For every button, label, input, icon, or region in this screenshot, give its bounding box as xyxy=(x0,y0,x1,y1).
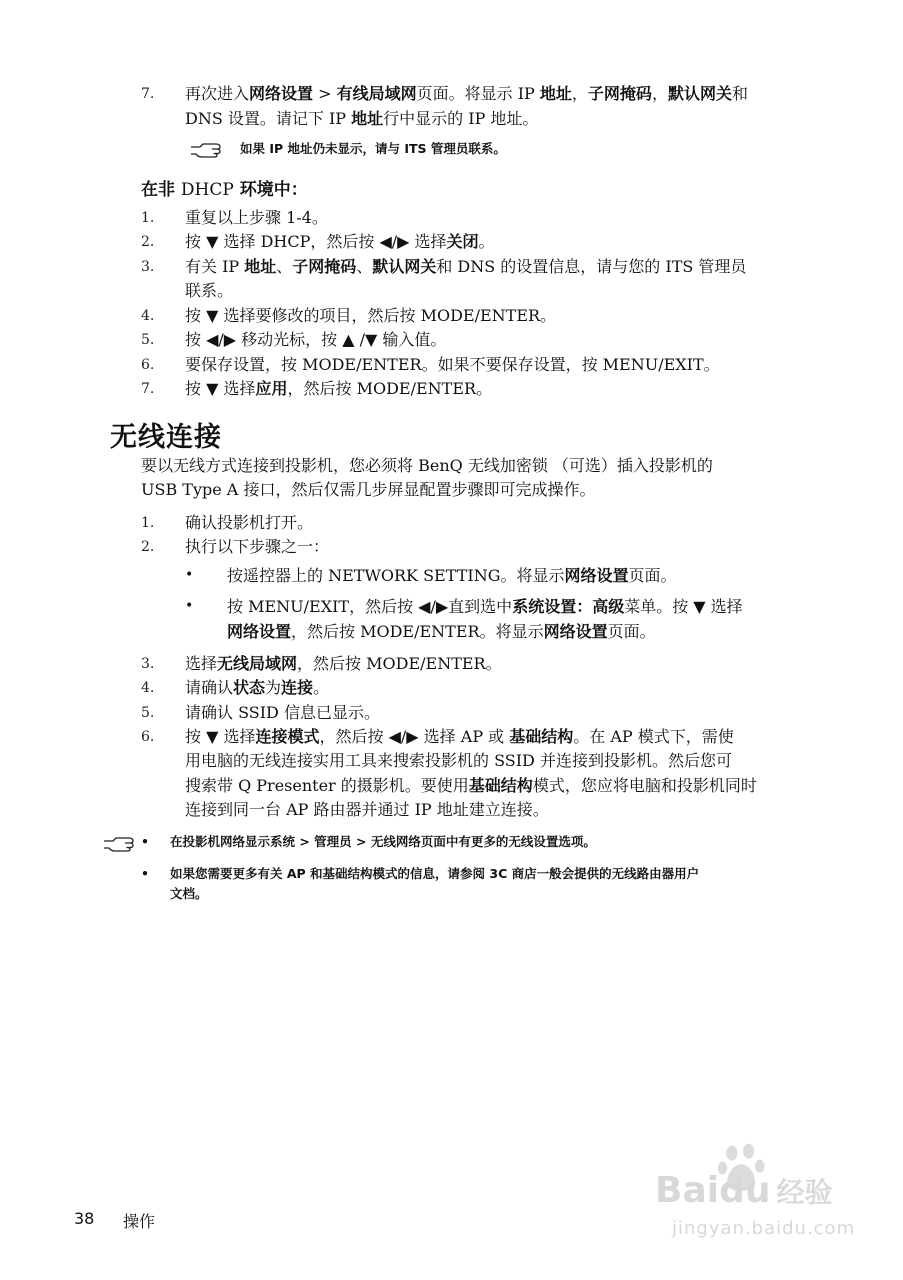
step-number: 7. xyxy=(141,381,155,397)
step-number: 1. xyxy=(141,210,155,226)
intro-text: USB Type A 接口，然后仅需几步屏显配置步骤即可完成操作。 xyxy=(141,480,596,499)
bullet-text: 按遥控器上的 NETWORK SETTING。将显示网络设置页面。 xyxy=(227,566,677,585)
step-number: 3. xyxy=(141,656,155,672)
step-number: 7. xyxy=(141,86,155,102)
step-number: 3. xyxy=(141,259,155,275)
step-number: 6. xyxy=(141,729,155,745)
bullet: • xyxy=(185,567,194,583)
step-number: 6. xyxy=(141,357,155,373)
step-number: 4. xyxy=(141,680,155,696)
step-text-line2: 用电脑的无线连接实用工具来搜索投影机的 SSID 并连接到投影机。然后您可 xyxy=(185,751,732,770)
step-text-line3: 搜索带 Q Presenter 的摄影机。要使用基础结构模式，您应将电脑和投影机同时 xyxy=(185,776,757,795)
step-number: 4. xyxy=(141,308,155,324)
step-text: 选择无线局域网，然后按 MODE/ENTER。 xyxy=(185,654,502,673)
footer-section: 操作 xyxy=(123,1212,156,1231)
page-number: 38 xyxy=(74,1209,95,1228)
step-text: 要保存设置，按 MODE/ENTER。如果不要保存设置，按 MENU/EXIT。 xyxy=(185,355,720,374)
pointing-hand-icon xyxy=(190,140,224,158)
section-heading: 在非 DHCP 环境中： xyxy=(141,180,308,200)
step-text: 按 ▼ 选择连接模式，然后按 ◀/▶ 选择 AP 或 基础结构。在 AP 模式下，需使 xyxy=(185,727,734,746)
note-bullet: • xyxy=(141,866,149,881)
step-number: 5. xyxy=(141,705,155,721)
step-text: 按 ◀/▶ 移动光标，按 ▲ /▼ 输入值。 xyxy=(185,330,447,349)
intro-text: 要以无线方式连接到投影机，您必须将 BenQ 无线加密锁 （可选）插入投影机的 xyxy=(141,456,713,475)
step-text: 按 ▼ 选择要修改的项目，然后按 MODE/ENTER。 xyxy=(185,306,557,325)
step-number: 1. xyxy=(141,515,155,531)
step-text: 按 ▼ 选择应用，然后按 MODE/ENTER。 xyxy=(185,379,493,398)
step-text-line2: 联系。 xyxy=(185,281,234,300)
step-text: 按 ▼ 选择 DHCP，然后按 ◀/▶ 选择关闭。 xyxy=(185,232,495,251)
bullet-text: 按 MENU/EXIT，然后按 ◀/▶直到选中系统设置：高级菜单。按 ▼ 选择 xyxy=(227,597,743,616)
step-text-line4: 连接到同一台 AP 路由器并通过 IP 地址建立连接。 xyxy=(185,800,549,819)
step-number: 2. xyxy=(141,234,155,250)
watermark-url: jingyan.baidu.com xyxy=(672,1218,856,1239)
step-text: 确认投影机打开。 xyxy=(185,513,314,532)
step-text: 请确认 SSID 信息已显示。 xyxy=(185,703,380,722)
step-number: 5. xyxy=(141,332,155,348)
watermark-brand: Baidu 经验 xyxy=(655,1170,833,1211)
page-title: 无线连接 xyxy=(110,422,222,453)
step-number: 2. xyxy=(141,539,155,555)
note-text-line2: 文档。 xyxy=(170,886,208,901)
note-text: 在投影机网络显示系统 > 管理员 > 无线网络页面中有更多的无线设置选项。 xyxy=(170,834,596,849)
step-text: 执行以下步骤之一： xyxy=(185,537,330,556)
step-text: 有关 IP 地址、子网掩码、默认网关和 DNS 的设置信息，请与您的 ITS 管理员 xyxy=(185,257,747,276)
bullet: • xyxy=(185,598,194,614)
step-text: 再次进入网络设置 > 有线局域网页面。将显示 IP 地址，子网掩码，默认网关和 xyxy=(185,84,748,103)
step-text: 重复以上步骤 1-4。 xyxy=(185,208,328,227)
note-text: 如果 IP 地址仍未显示，请与 ITS 管理员联系。 xyxy=(240,141,506,156)
pointing-hand-icon xyxy=(103,834,137,852)
note-text: 如果您需要更多有关 AP 和基础结构模式的信息，请参阅 3C 商店一般会提供的无线路由器用户 xyxy=(170,866,700,881)
step-text-line2: DNS 设置。请记下 IP 地址行中显示的 IP 地址。 xyxy=(185,109,539,128)
note-bullet: • xyxy=(141,834,149,849)
step-text: 请确认状态为连接。 xyxy=(185,678,330,697)
bullet-text-line2: 网络设置，然后按 MODE/ENTER。将显示网络设置页面。 xyxy=(227,622,656,641)
